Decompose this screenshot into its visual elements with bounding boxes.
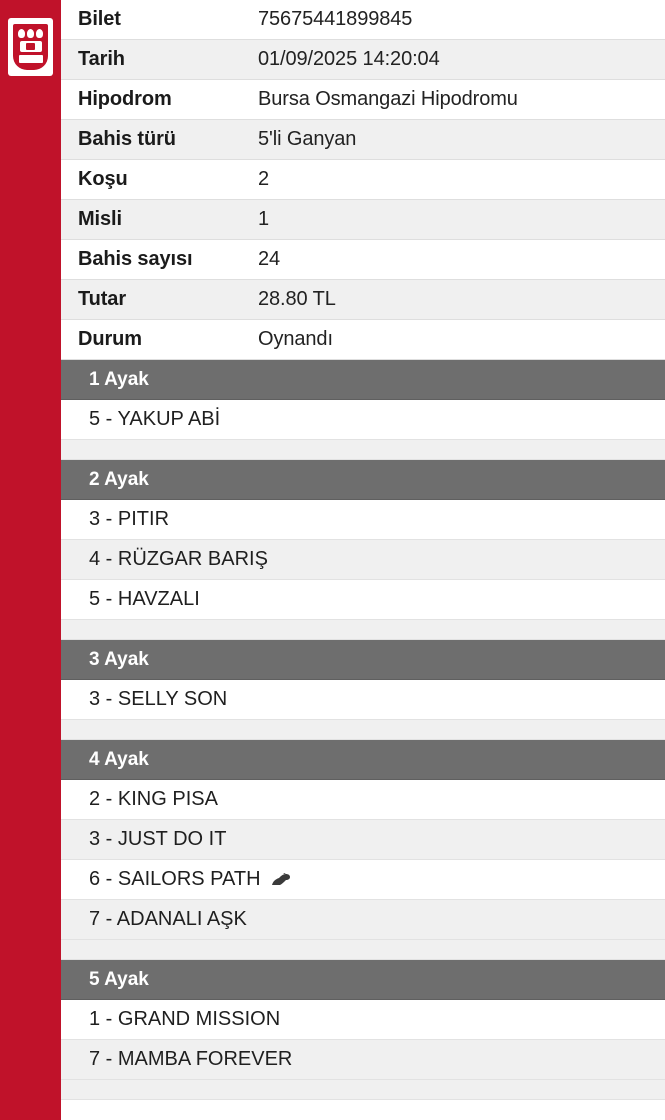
leg-spacer xyxy=(61,720,665,740)
row-value: Bursa Osmangazi Hipodromu xyxy=(258,88,518,110)
leg-header-4: 4 Ayak xyxy=(61,740,665,780)
leg-spacer xyxy=(61,440,665,460)
row-label: Tutar xyxy=(78,288,127,310)
row-label: Bahis türü xyxy=(78,128,176,150)
leg-selection xyxy=(61,680,665,720)
row-value: 24 xyxy=(258,248,281,270)
row-value: Oynandı xyxy=(258,328,333,350)
crest-bottom-band xyxy=(19,55,43,63)
leg-spacer xyxy=(61,1080,665,1100)
leg-selection xyxy=(61,400,665,440)
leg-selection xyxy=(61,820,665,860)
row-label: Tarih xyxy=(78,48,125,70)
club-crest-logo xyxy=(8,18,53,76)
leg-spacer xyxy=(61,620,665,640)
leg-header-1: 1 Ayak xyxy=(61,360,665,400)
table-row xyxy=(61,280,665,320)
leg-spacer xyxy=(61,940,665,960)
row-label: Hipodrom xyxy=(78,88,172,110)
leg-selection xyxy=(61,780,665,820)
crest-middle-band xyxy=(20,41,42,52)
table-row xyxy=(61,80,665,120)
selection-label: 7 - ADANALI AŞK xyxy=(89,908,247,930)
leg-header-3: 3 Ayak xyxy=(61,640,665,680)
left-color-rail xyxy=(0,0,61,1120)
table-row xyxy=(61,0,665,40)
row-value: 5'li Ganyan xyxy=(258,128,357,150)
leg-selection xyxy=(61,900,665,940)
crest-top-marks xyxy=(18,29,43,38)
leg-header-2: 2 Ayak xyxy=(61,460,665,500)
row-value: 75675441899845 xyxy=(258,8,413,30)
row-label: Misli xyxy=(78,208,122,230)
row-label: Durum xyxy=(78,328,142,350)
selection-label: 2 - KING PISA xyxy=(89,788,218,810)
table-row xyxy=(61,240,665,280)
selection-label: 4 - RÜZGAR BARIŞ xyxy=(89,548,268,570)
leg-selection xyxy=(61,540,665,580)
leg-header-5: 5 Ayak xyxy=(61,960,665,1000)
horse-icon xyxy=(271,873,291,887)
leg-selection xyxy=(61,1040,665,1080)
table-row xyxy=(61,120,665,160)
selection-label: 6 - SAILORS PATH xyxy=(89,868,261,890)
leg-selection xyxy=(61,1000,665,1040)
selection-label: 5 - YAKUP ABİ xyxy=(89,408,221,430)
leg-selection xyxy=(61,500,665,540)
row-value: 2 xyxy=(258,168,270,190)
table-row xyxy=(61,160,665,200)
ticket-content xyxy=(61,0,665,1120)
table-row xyxy=(61,200,665,240)
selection-label: 3 - JUST DO IT xyxy=(89,828,227,850)
selection-label: 5 - HAVZALI xyxy=(89,588,200,610)
row-label: Bilet xyxy=(78,8,121,30)
row-value: 28.80 TL xyxy=(258,288,336,310)
leg-selection xyxy=(61,580,665,620)
row-value: 1 xyxy=(258,208,270,230)
selection-label: 3 - PITIR xyxy=(89,508,170,530)
crest-shape xyxy=(13,24,48,70)
row-label: Bahis sayısı xyxy=(78,248,193,270)
table-row xyxy=(61,320,665,360)
selection-label: 7 - MAMBA FOREVER xyxy=(89,1048,293,1070)
leg-selection xyxy=(61,860,665,900)
row-label: Koşu xyxy=(78,168,128,190)
selection-label: 3 - SELLY SON xyxy=(89,688,228,710)
table-row xyxy=(61,40,665,80)
ticket-info-table xyxy=(61,0,665,360)
selection-label: 1 - GRAND MISSION xyxy=(89,1008,281,1030)
row-value: 01/09/2025 14:20:04 xyxy=(258,48,440,70)
